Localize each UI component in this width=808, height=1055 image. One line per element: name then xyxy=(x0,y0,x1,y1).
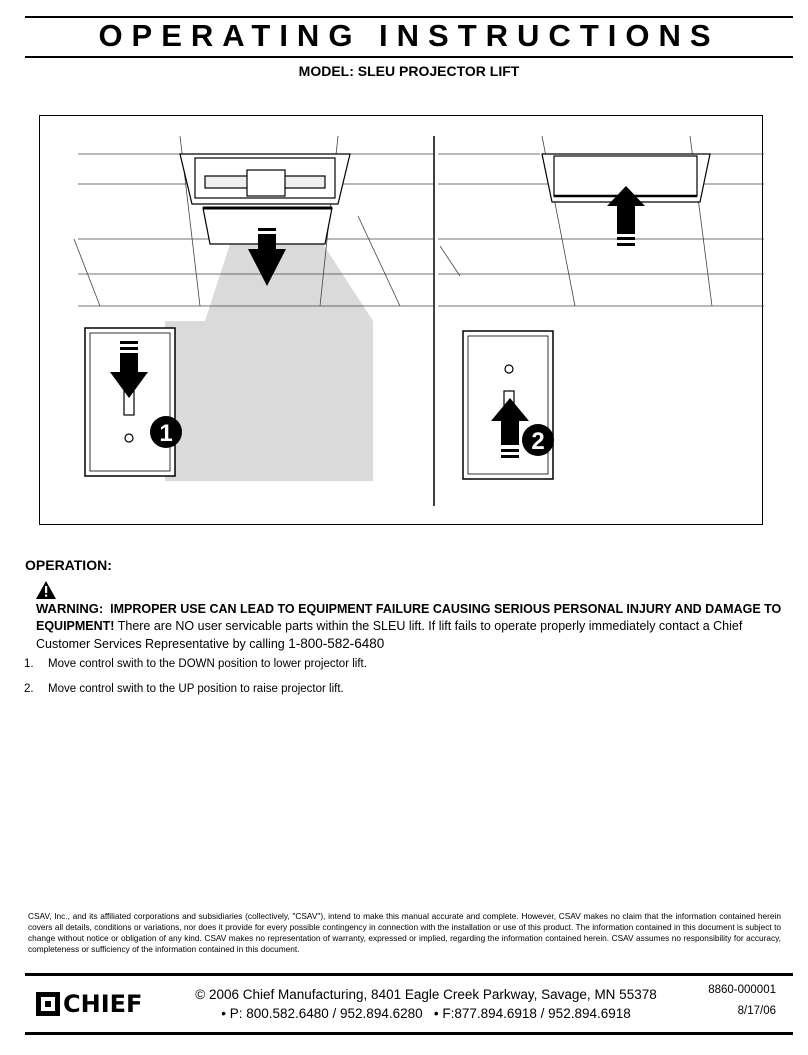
footer-top-rule xyxy=(25,973,793,976)
illustration-frame xyxy=(39,115,763,525)
step-text: Move control swith to the UP position to raise projector lift. xyxy=(48,683,344,695)
step-number: 2. xyxy=(24,683,34,695)
list-item xyxy=(24,682,784,696)
step-text: Move control swith to the DOWN position to lower projector lift. xyxy=(48,658,367,670)
title-underline xyxy=(25,56,793,58)
warning-caps: IMPROPER USE CAN LEAD TO EQUIPMENT FAILURE CAUSING SERIOUS PERSONAL INJURY AND DAMAGE TO EQUIPMENT! xyxy=(36,602,782,633)
lift-illustration xyxy=(40,116,764,526)
logo-wordmark: CHIEF xyxy=(63,990,143,1018)
list-item xyxy=(24,657,784,671)
model-subtitle: MODEL: SLEU PROJECTOR LIFT xyxy=(298,63,520,79)
chief-logo-icon xyxy=(36,992,60,1016)
chief-logo xyxy=(36,990,142,1018)
warning-triangle-icon xyxy=(35,580,57,600)
document-number: 8860-000001 xyxy=(708,984,776,996)
svg-text:1: 1 xyxy=(159,420,173,447)
step-badge-1 xyxy=(150,416,182,448)
warning-text: There are NO user servicable parts within the SLEU lift. If lift fails to operate properly immediately contact a Chief Customer Services Representative by calling xyxy=(36,619,743,651)
document-date: 8/17/06 xyxy=(737,1005,776,1017)
wall-switch-plate-down xyxy=(85,328,175,476)
warning-block xyxy=(36,600,786,653)
legal-disclaimer: CSAV, Inc., and its affiliated corporations and subsidiaries (collectively, "CSAV"), intend to make this manual accurate and complete. However, CSAV makes no claim that the information contained herein covers all details, conditions or variations, nor does it provide for every possible contingency in connection with the installation or use of this product. The information contained in this document is subject to change without notice or obligation of any kind. CSAV makes no representation of warranty, expressed or implied, regarding the information contained herein. CSAV assumes no responsibility for accuracy, completeness or sufficiency of the information contained in this document. xyxy=(28,911,781,954)
step-number: 1. xyxy=(24,658,34,670)
page-title: OPERATING INSTRUCTIONS xyxy=(98,18,720,53)
copyright-line: © 2006 Chief Manufacturing, 8401 Eagle Creek Parkway, Savage, MN 55378 xyxy=(195,987,657,1002)
operation-heading: OPERATION: xyxy=(25,557,112,573)
footer-bottom-rule xyxy=(25,1032,793,1035)
warning-label: WARNING: xyxy=(36,601,104,616)
svg-text:2: 2 xyxy=(531,428,545,455)
step-list xyxy=(24,657,784,707)
support-phone: 1-800-582-6480 xyxy=(288,636,385,651)
footer-address xyxy=(176,985,676,1023)
contact-line: • P: 800.582.6480 / 952.894.6280 • F:877.894.6918 / 952.894.6918 xyxy=(221,1006,631,1021)
step-badge-2 xyxy=(522,424,554,456)
